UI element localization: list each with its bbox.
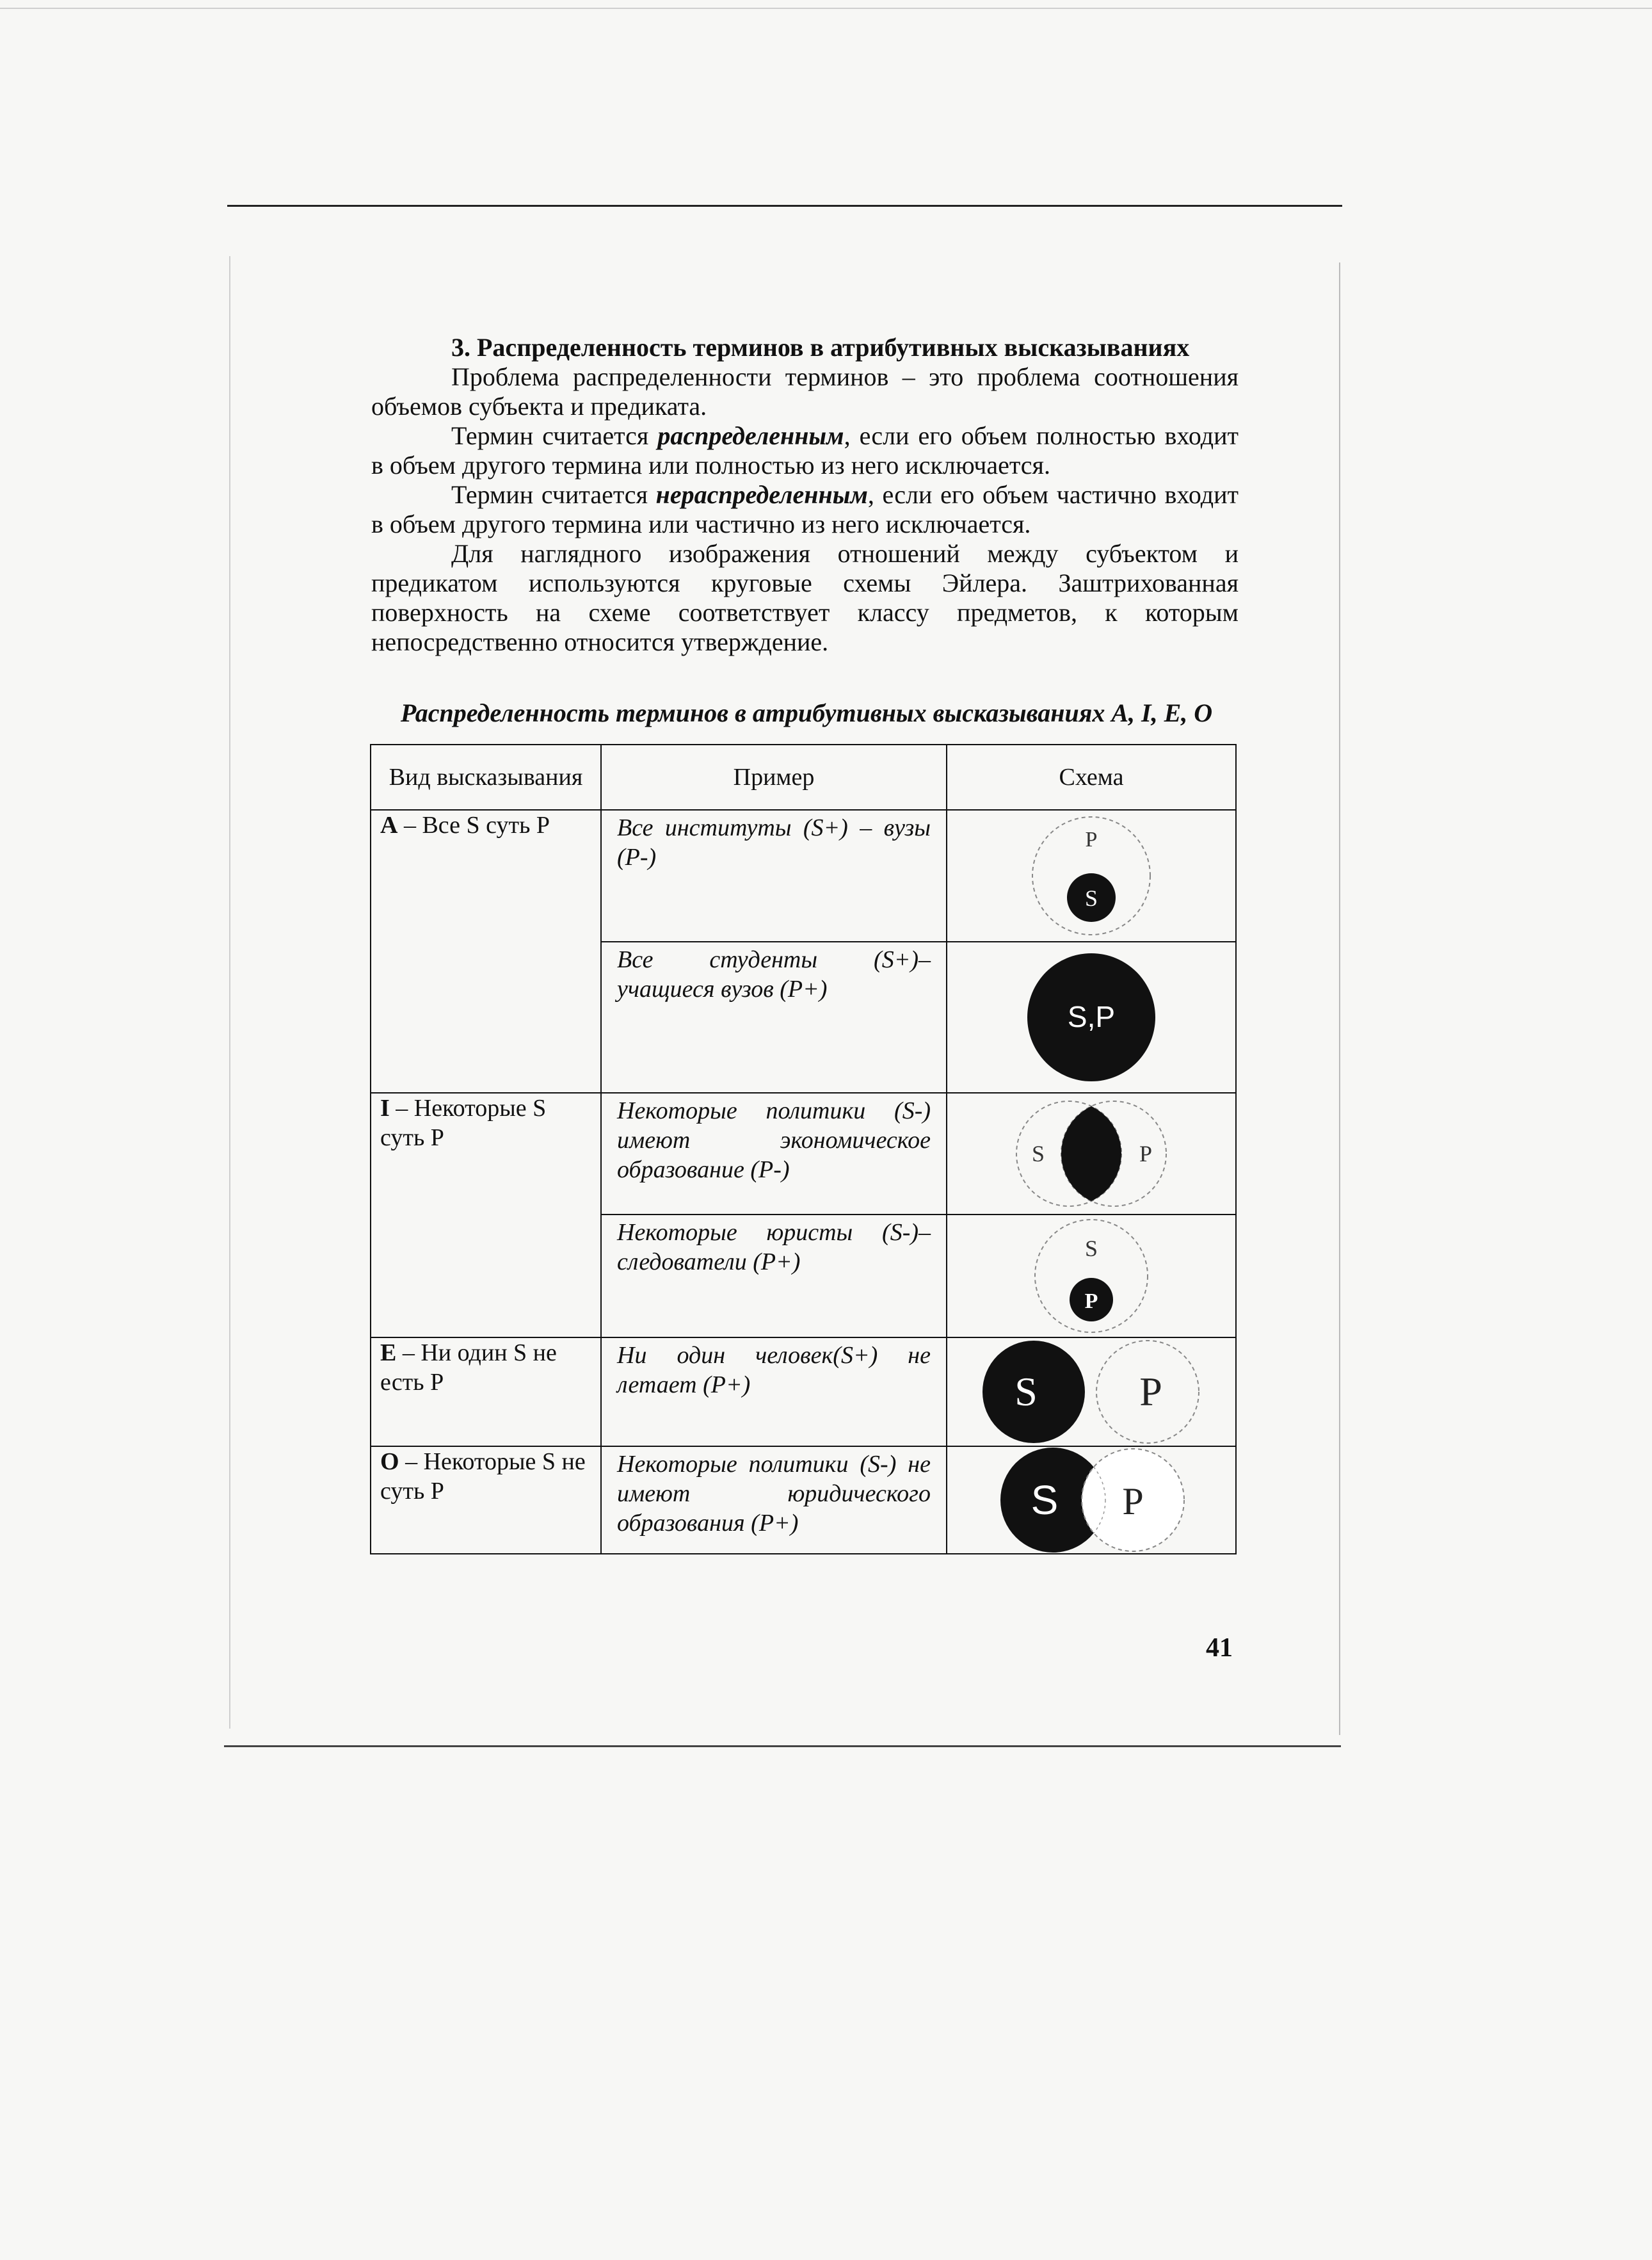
label-s: S <box>1014 1369 1038 1414</box>
table-header-row <box>371 745 1236 810</box>
type-letter: E <box>380 1339 397 1366</box>
schema-cell <box>947 1093 1236 1215</box>
example-cell: Все институты (S+) – вузы (P-) <box>601 810 947 942</box>
schema-cell <box>947 942 1236 1093</box>
paragraph-definition: Проблема распределенности терминов – это проблема соотношения объемов субъекта и предиката. <box>371 362 1239 421</box>
label-p: P <box>1122 1480 1144 1522</box>
example-cell: Ни один человек(S+) не летает (P+) <box>601 1337 947 1446</box>
term-distributed: распределенным <box>657 421 844 450</box>
type-cell-o <box>371 1446 601 1554</box>
header-schema: Схема <box>947 745 1236 810</box>
section-heading: 3. Распределенность терминов в атрибутивных высказываниях <box>451 333 1190 362</box>
header-type: Вид высказывания <box>371 745 601 810</box>
type-cell-e <box>371 1337 601 1446</box>
table-caption: Распределенность терминов в атрибутивных высказываниях A, I, E, O <box>400 698 1213 727</box>
euler-diagram-o <box>979 1448 1203 1553</box>
euler-diagram-a1 <box>1027 813 1155 939</box>
type-letter: A <box>380 812 398 839</box>
table-row <box>371 1446 1236 1554</box>
example-cell: Некоторые политики (S-) имеют экономическое образование (P-) <box>601 1093 947 1215</box>
table-row <box>371 1337 1236 1446</box>
paragraph-text: Термин считается <box>451 421 658 450</box>
schema-cell <box>947 1215 1236 1337</box>
paragraph-text: , если его объем полностью входит в объем другого термина или полностью из него исключается. <box>371 421 1239 480</box>
schema-cell <box>947 1446 1236 1554</box>
page-frame-left-edge <box>229 256 230 1729</box>
type-letter: O <box>380 1448 399 1475</box>
euler-diagram-i2 <box>1027 1216 1155 1336</box>
schema-cell <box>947 810 1236 942</box>
label-p: P <box>1084 1289 1098 1313</box>
page-frame-right-edge <box>1339 262 1340 1735</box>
euler-diagram-i1 <box>998 1096 1184 1211</box>
label-s: S <box>1084 1236 1098 1261</box>
page-number: 41 <box>1206 1633 1233 1663</box>
example-cell: Некоторые юристы (S-)– следователи (P+) <box>601 1215 947 1337</box>
paragraph-distributed <box>371 421 1239 480</box>
page-frame-bottom-rule <box>224 1745 1341 1747</box>
example-cell: Все студенты (S+)– учащиеся вузов (P+) <box>601 942 947 1093</box>
euler-diagram-a2 <box>1024 951 1159 1083</box>
type-cell-i <box>371 1093 601 1337</box>
type-text: – Ни один S не есть P <box>380 1339 557 1396</box>
type-cell-a <box>371 810 601 1093</box>
type-text: – Все S суть P <box>397 812 550 839</box>
paragraph-text: , если его объем частично входит в объем другого термина или частично из него исключается. <box>371 480 1239 538</box>
label-s: S <box>1031 1141 1045 1166</box>
type-text: – Некоторые S не суть P <box>380 1448 586 1505</box>
label-p: P <box>1139 1141 1153 1166</box>
label-p: P <box>1139 1369 1162 1414</box>
scan-top-edge <box>0 8 1652 9</box>
section-text <box>371 333 1239 657</box>
table-row <box>371 810 1236 942</box>
label-sp: S,P <box>1067 1000 1116 1033</box>
paragraph-undistributed <box>371 480 1239 539</box>
type-text: – Некоторые S суть P <box>380 1095 547 1151</box>
schema-cell <box>947 1337 1236 1446</box>
terms-table <box>370 744 1237 1554</box>
term-undistributed: нераспределенным <box>655 480 868 509</box>
paragraph-euler: Для наглядного изображения отношений между субъектом и предикатом используются круговые схемы Эйлера. Заштрихованная поверхность на схеме соответствует классу предметов, к которым непосредственно относится утверждение. <box>371 539 1239 656</box>
label-s: S <box>1084 885 1098 911</box>
euler-diagram-e <box>970 1339 1213 1445</box>
table-row <box>371 1093 1236 1215</box>
type-letter: I <box>380 1095 390 1122</box>
example-cell: Некоторые политики (S-) не имеют юридического образования (P+) <box>601 1446 947 1554</box>
page-frame-top-rule <box>227 205 1342 207</box>
header-example: Пример <box>601 745 947 810</box>
paragraph-text: Термин считается <box>451 480 656 509</box>
label-p: P <box>1085 828 1098 852</box>
label-s: S <box>1030 1477 1059 1523</box>
